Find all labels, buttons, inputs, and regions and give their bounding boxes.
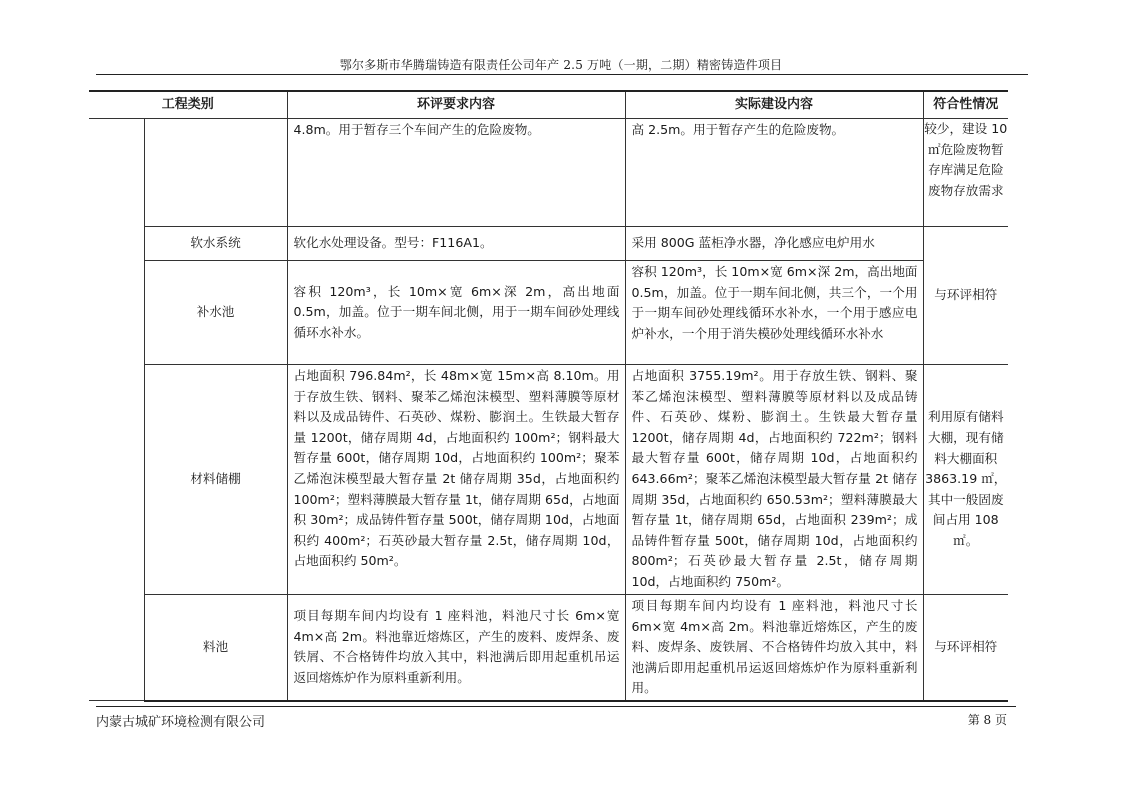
row-requirement bbox=[287, 595, 625, 701]
header-rule bbox=[96, 74, 1028, 75]
requirement-text: 软化水处理设备。型号：F116A1。 bbox=[293, 235, 493, 251]
row-actual bbox=[625, 227, 923, 261]
row-compliance: 较少，建设 10 ㎡危险废物暂存库满足危险废物存放需求 bbox=[923, 119, 1008, 227]
row-category: 料池 bbox=[144, 595, 287, 701]
row-compliance: 与环评相符 bbox=[923, 595, 1008, 701]
actual-text: 项目每期车间内均设有 1 座料池，料池尺寸长 6m×宽 4m×高 2m。料池靠近熔炼区，产生的废料、废焊条、废铁屑、不合格铸件均放入其中，料池满后即用起重机吊运返回熔炼炉作为原料重新利用。 bbox=[631, 598, 918, 696]
row-requirement bbox=[287, 365, 625, 595]
group-cell bbox=[89, 119, 144, 701]
requirement-text: 占地面积 796.84m²，长 48m×宽 15m×高 8.10m。用于存放生铁、钢料、聚苯乙烯泡沫模型、塑料薄膜等原材料以及成品铸件、石英砂、煤粉、膨润土。生铁最大暂存量 1200t，储存周期 4d，占地面积约 100m²；钢料最大暂存量 600t，储存周期 10d，占地面积约 100m²；聚苯乙烯泡沫模型最大暂存量 2t 储存周期 35d，占地面积约 100m²；塑料薄膜最大暂存量 1t，储存周期 65d，占地面积 30m²；成品铸件暂存量 500t，储存周期 10d，占地面积约 400m²；石英砂最大暂存量 2.5t，储存周期 10d，占地面积约 50m²。 bbox=[293, 368, 620, 569]
table-header-row bbox=[89, 91, 1008, 119]
row-actual bbox=[625, 119, 923, 227]
actual-text: 容积 120m³，长 10m×宽 6m×深 2m，高出地面 0.5m，加盖。位于一期车间北侧，共三个，一个用于一期车间砂处理线循环水补水，一个用于感应电炉补水，一个用于消失模砂处理线循环水补水 bbox=[631, 264, 918, 341]
table-row bbox=[89, 227, 1008, 261]
row-compliance: 利用原有储料大棚，现有储料大棚面积 3863.19 ㎡，其中一般固废间占用 108 ㎡。 bbox=[923, 365, 1008, 595]
document-header-title: 鄂尔多斯市华腾瑞铸造有限责任公司年产 2.5 万吨（一期，二期）精密铸造件项目 bbox=[339, 58, 783, 72]
row-requirement bbox=[287, 119, 625, 227]
row-category: 材料储棚 bbox=[144, 365, 287, 595]
footer-page-number: 第 8 页 bbox=[967, 713, 1007, 727]
column-header-category: 工程类别 bbox=[89, 91, 287, 119]
footer-company: 内蒙古城矿环境检测有限公司 bbox=[96, 715, 266, 730]
row-compliance: 与环评相符 bbox=[923, 227, 1008, 365]
actual-text: 采用 800G 蓝柜净水器，净化感应电炉用水 bbox=[631, 235, 875, 251]
column-header-actual: 实际建设内容 bbox=[625, 91, 923, 119]
table-row bbox=[89, 595, 1008, 701]
requirement-text: 4.8m。用于暂存三个车间产生的危险废物。 bbox=[293, 122, 540, 137]
requirement-text: 项目每期车间内均设有 1 座料池，料池尺寸长 6m×宽 4m×高 2m。料池靠近熔炼区，产生的废料、废焊条、废铁屑、不合格铸件均放入其中，料池满后即用起重机吊运返回熔炼炉作为原料重新利用。 bbox=[293, 608, 620, 686]
comparison-table bbox=[89, 90, 1008, 702]
row-requirement bbox=[287, 261, 625, 365]
actual-text: 占地面积 3755.19m²。用于存放生铁、钢料、聚苯乙烯泡沫模型、塑料薄膜等原材料以及成品铸件、石英砂、煤粉、膨润土。生铁最大暂存量 1200t，储存周期 4d，占地面积约 722m²；钢料最大暂存量 600t，储存周期 10d，占地面积约 643.66m²；聚苯乙烯泡沫模型最大暂存量 2t 储存周期 35d，占地面积约 650.53m²；塑料薄膜最大暂存量 1t，储存周期 65d，占地面积 239m²；成品铸件暂存量 500t，储存周期 10d，占地面积约 800m²；石英砂最大暂存量 2.5t，储存周期 10d，占地面积约 750m²。 bbox=[631, 368, 918, 589]
table-row bbox=[89, 119, 1008, 227]
row-actual bbox=[625, 365, 923, 595]
column-header-requirement: 环评要求内容 bbox=[287, 91, 625, 119]
row-requirement bbox=[287, 227, 625, 261]
requirement-text: 容积 120m³，长 10m×宽 6m×深 2m，高出地面 0.5m，加盖。位于一期车间北侧，用于一期车间砂处理线循环水补水。 bbox=[293, 283, 620, 340]
column-header-compliance: 符合性情况 bbox=[923, 91, 1008, 119]
row-category bbox=[144, 119, 287, 227]
footer-rule bbox=[96, 706, 1016, 707]
row-category: 软水系统 bbox=[144, 227, 287, 261]
actual-text: 高 2.5m。用于暂存产生的危险废物。 bbox=[631, 122, 845, 137]
row-actual bbox=[625, 595, 923, 701]
table-row bbox=[89, 365, 1008, 595]
row-category: 补水池 bbox=[144, 261, 287, 365]
table-row bbox=[89, 261, 1008, 365]
row-actual bbox=[625, 261, 923, 365]
